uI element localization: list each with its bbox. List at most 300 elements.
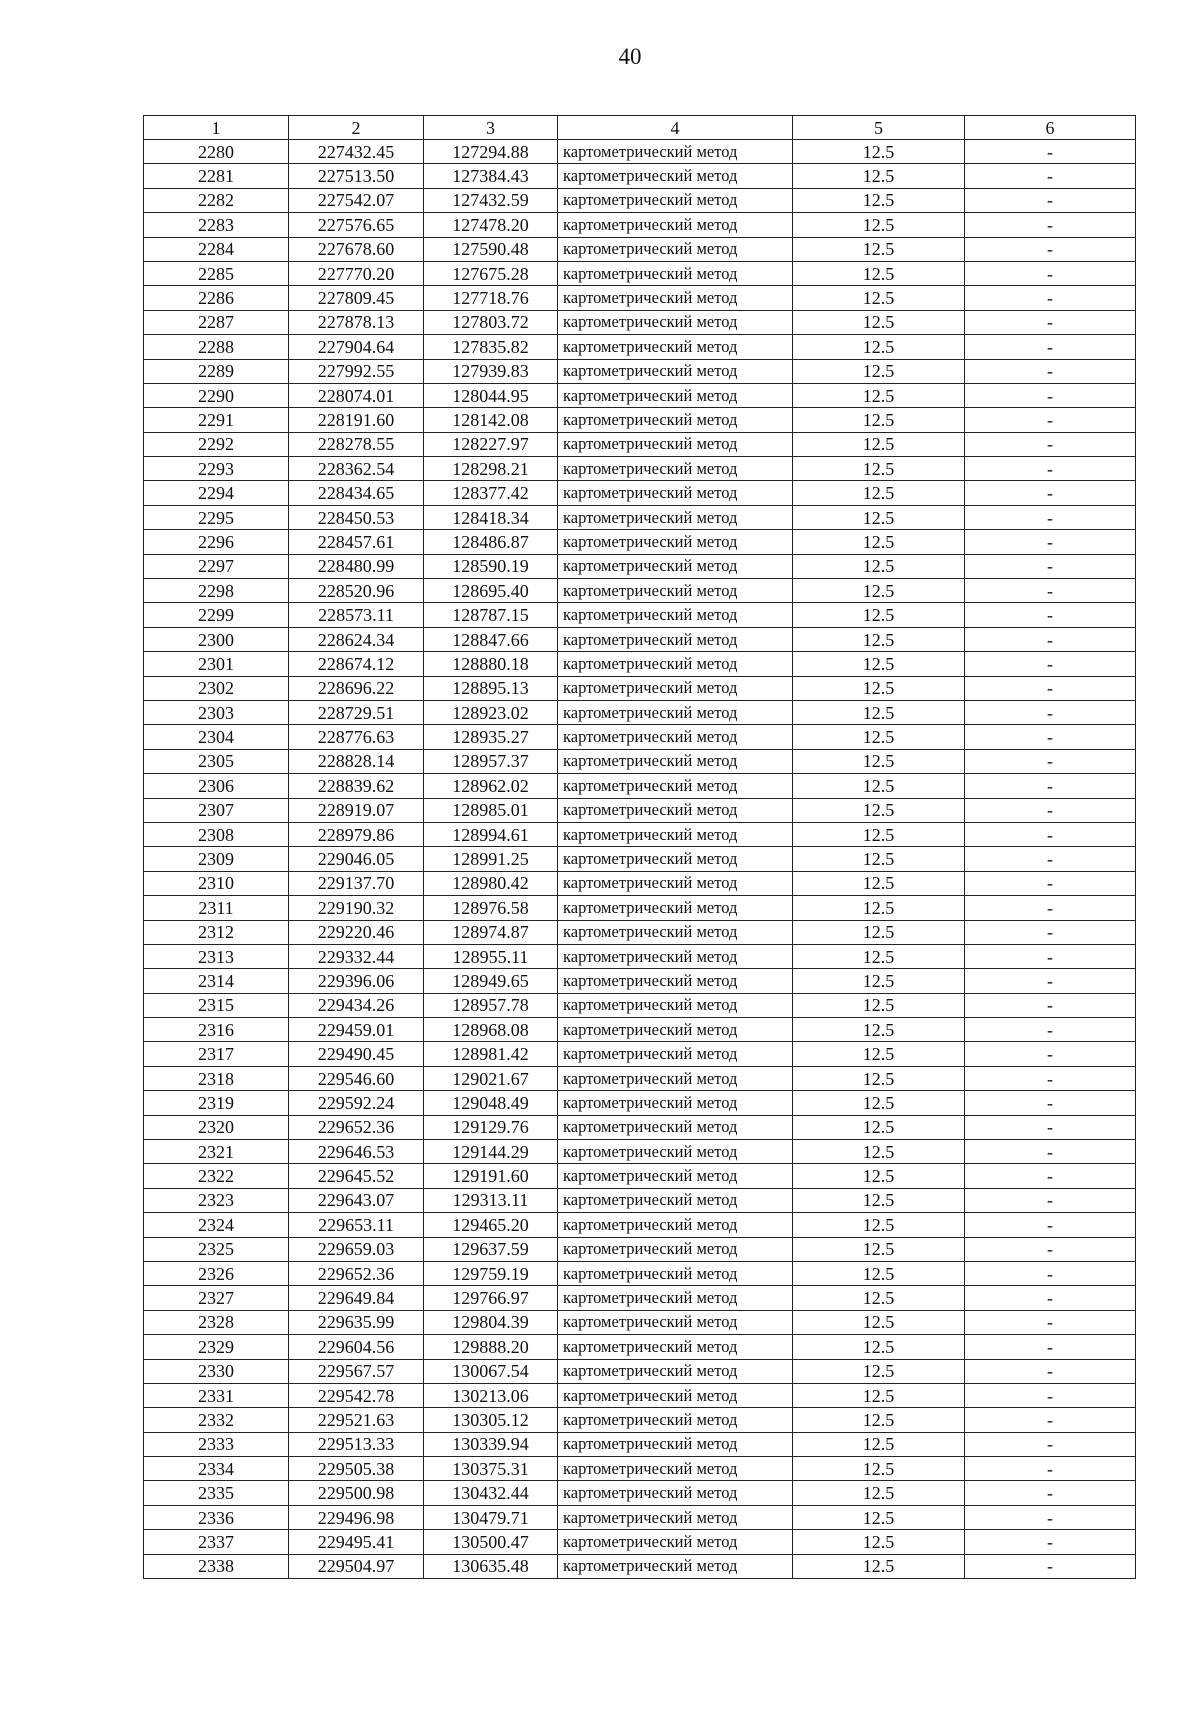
description-cell: - [965,579,1136,603]
column-header: 4 [558,116,793,140]
table-row [144,383,1136,407]
description-cell: - [965,1091,1136,1115]
x-coordinate-cell: 229652.36 [289,1115,424,1139]
method-cell: картометрический метод [558,1432,793,1456]
table-row [144,1213,1136,1237]
point-number-cell: 2285 [144,261,289,285]
accuracy-cell: 12.5 [793,652,965,676]
table-row [144,554,1136,578]
accuracy-cell: 12.5 [793,993,965,1017]
accuracy-cell: 12.5 [793,457,965,481]
accuracy-cell: 12.5 [793,261,965,285]
y-coordinate-cell: 129021.67 [424,1066,558,1090]
method-cell: картометрический метод [558,1359,793,1383]
y-coordinate-cell: 127835.82 [424,335,558,359]
accuracy-cell: 12.5 [793,1066,965,1090]
table-row [144,1237,1136,1261]
accuracy-cell: 12.5 [793,725,965,749]
description-cell: - [965,1383,1136,1407]
description-cell: - [965,920,1136,944]
accuracy-cell: 12.5 [793,1140,965,1164]
description-cell: - [965,457,1136,481]
point-number-cell: 2329 [144,1335,289,1359]
y-coordinate-cell: 128957.37 [424,749,558,773]
y-coordinate-cell: 129804.39 [424,1310,558,1334]
point-number-cell: 2310 [144,871,289,895]
accuracy-cell: 12.5 [793,749,965,773]
y-coordinate-cell: 128955.11 [424,944,558,968]
method-cell: картометрический метод [558,1554,793,1578]
point-number-cell: 2338 [144,1554,289,1578]
accuracy-cell: 12.5 [793,579,965,603]
y-coordinate-cell: 128787.15 [424,603,558,627]
method-cell: картометрический метод [558,993,793,1017]
point-number-cell: 2334 [144,1457,289,1481]
method-cell: картометрический метод [558,725,793,749]
point-number-cell: 2313 [144,944,289,968]
table-row [144,993,1136,1017]
method-cell: картометрический метод [558,554,793,578]
table-row [144,920,1136,944]
method-cell: картометрический метод [558,1018,793,1042]
method-cell: картометрический метод [558,432,793,456]
accuracy-cell: 12.5 [793,505,965,529]
x-coordinate-cell: 229646.53 [289,1140,424,1164]
method-cell: картометрический метод [558,261,793,285]
point-number-cell: 2324 [144,1213,289,1237]
table-row [144,969,1136,993]
table-row [144,871,1136,895]
y-coordinate-cell: 128847.66 [424,627,558,651]
accuracy-cell: 12.5 [793,1432,965,1456]
table-row [144,261,1136,285]
method-cell: картометрический метод [558,1042,793,1066]
point-number-cell: 2300 [144,627,289,651]
description-cell: - [965,359,1136,383]
method-cell: картометрический метод [558,896,793,920]
y-coordinate-cell: 127939.83 [424,359,558,383]
column-header: 5 [793,116,965,140]
point-number-cell: 2296 [144,530,289,554]
y-coordinate-cell: 128298.21 [424,457,558,481]
table-row [144,505,1136,529]
method-cell: картометрический метод [558,1164,793,1188]
table-row [144,1286,1136,1310]
x-coordinate-cell: 229490.45 [289,1042,424,1066]
description-cell: - [965,1286,1136,1310]
table-row [144,1188,1136,1212]
method-cell: картометрический метод [558,1286,793,1310]
point-number-cell: 2333 [144,1432,289,1456]
y-coordinate-cell: 128418.34 [424,505,558,529]
accuracy-cell: 12.5 [793,310,965,334]
point-number-cell: 2301 [144,652,289,676]
accuracy-cell: 12.5 [793,1188,965,1212]
method-cell: картометрический метод [558,1383,793,1407]
x-coordinate-cell: 228979.86 [289,822,424,846]
x-coordinate-cell: 227678.60 [289,237,424,261]
method-cell: картометрический метод [558,1237,793,1261]
description-cell: - [965,1042,1136,1066]
table-row [144,1530,1136,1554]
x-coordinate-cell: 229500.98 [289,1481,424,1505]
point-number-cell: 2284 [144,237,289,261]
x-coordinate-cell: 228191.60 [289,408,424,432]
accuracy-cell: 12.5 [793,1213,965,1237]
y-coordinate-cell: 130305.12 [424,1408,558,1432]
page-number: 40 [618,44,642,69]
x-coordinate-cell: 229513.33 [289,1432,424,1456]
description-cell: - [965,1115,1136,1139]
x-coordinate-cell: 228074.01 [289,383,424,407]
x-coordinate-cell: 228919.07 [289,798,424,822]
description-cell: - [965,140,1136,164]
accuracy-cell: 12.5 [793,1310,965,1334]
method-cell: картометрический метод [558,652,793,676]
x-coordinate-cell: 229592.24 [289,1091,424,1115]
description-cell: - [965,847,1136,871]
method-cell: картометрический метод [558,383,793,407]
table-row [144,432,1136,456]
table-row [144,1310,1136,1334]
point-number-cell: 2302 [144,676,289,700]
description-cell: - [965,1018,1136,1042]
table-row [144,1408,1136,1432]
description-cell: - [965,871,1136,895]
method-cell: картометрический метод [558,286,793,310]
point-number-cell: 2287 [144,310,289,334]
table-row [144,603,1136,627]
y-coordinate-cell: 127718.76 [424,286,558,310]
accuracy-cell: 12.5 [793,1042,965,1066]
method-cell: картометрический метод [558,603,793,627]
table-row [144,1066,1136,1090]
column-header: 3 [424,116,558,140]
y-coordinate-cell: 130375.31 [424,1457,558,1481]
description-cell: - [965,530,1136,554]
point-number-cell: 2312 [144,920,289,944]
point-number-cell: 2305 [144,749,289,773]
y-coordinate-cell: 128142.08 [424,408,558,432]
accuracy-cell: 12.5 [793,1115,965,1139]
description-cell: - [965,700,1136,724]
method-cell: картометрический метод [558,457,793,481]
table-row [144,579,1136,603]
description-cell: - [965,749,1136,773]
accuracy-cell: 12.5 [793,286,965,310]
method-cell: картометрический метод [558,676,793,700]
y-coordinate-cell: 128695.40 [424,579,558,603]
method-cell: картометрический метод [558,920,793,944]
table-row [144,627,1136,651]
x-coordinate-cell: 229542.78 [289,1383,424,1407]
description-cell: - [965,603,1136,627]
y-coordinate-cell: 129191.60 [424,1164,558,1188]
y-coordinate-cell: 129048.49 [424,1091,558,1115]
description-cell: - [965,188,1136,212]
method-cell: картометрический метод [558,1091,793,1115]
y-coordinate-cell: 128227.97 [424,432,558,456]
table-row [144,896,1136,920]
method-cell: картометрический метод [558,822,793,846]
description-cell: - [965,1505,1136,1529]
point-number-cell: 2337 [144,1530,289,1554]
x-coordinate-cell: 227542.07 [289,188,424,212]
accuracy-cell: 12.5 [793,896,965,920]
method-cell: картометрический метод [558,505,793,529]
description-cell: - [965,554,1136,578]
accuracy-cell: 12.5 [793,1335,965,1359]
y-coordinate-cell: 130067.54 [424,1359,558,1383]
description-cell: - [965,774,1136,798]
point-number-cell: 2281 [144,164,289,188]
x-coordinate-cell: 227992.55 [289,359,424,383]
description-cell: - [965,652,1136,676]
accuracy-cell: 12.5 [793,359,965,383]
table-row [144,822,1136,846]
y-coordinate-cell: 128981.42 [424,1042,558,1066]
description-cell: - [965,505,1136,529]
description-cell: - [965,408,1136,432]
point-number-cell: 2294 [144,481,289,505]
x-coordinate-cell: 227576.65 [289,213,424,237]
x-coordinate-cell: 229190.32 [289,896,424,920]
x-coordinate-cell: 228450.53 [289,505,424,529]
y-coordinate-cell: 128994.61 [424,822,558,846]
method-cell: картометрический метод [558,164,793,188]
table-body [144,140,1136,1579]
table-row [144,700,1136,724]
accuracy-cell: 12.5 [793,1359,965,1383]
point-number-cell: 2307 [144,798,289,822]
x-coordinate-cell: 229643.07 [289,1188,424,1212]
method-cell: картометрический метод [558,1481,793,1505]
accuracy-cell: 12.5 [793,140,965,164]
point-number-cell: 2315 [144,993,289,1017]
x-coordinate-cell: 228362.54 [289,457,424,481]
accuracy-cell: 12.5 [793,822,965,846]
description-cell: - [965,481,1136,505]
column-header: 1 [144,116,289,140]
x-coordinate-cell: 228573.11 [289,603,424,627]
description-cell: - [965,1188,1136,1212]
accuracy-cell: 12.5 [793,798,965,822]
method-cell: картометрический метод [558,1505,793,1529]
table-row [144,457,1136,481]
point-number-cell: 2311 [144,896,289,920]
table-row [144,1554,1136,1578]
point-number-cell: 2332 [144,1408,289,1432]
table-row [144,1042,1136,1066]
accuracy-cell: 12.5 [793,627,965,651]
accuracy-cell: 12.5 [793,871,965,895]
x-coordinate-cell: 227432.45 [289,140,424,164]
method-cell: картометрический метод [558,774,793,798]
accuracy-cell: 12.5 [793,1164,965,1188]
accuracy-cell: 12.5 [793,383,965,407]
table-row [144,1457,1136,1481]
y-coordinate-cell: 129313.11 [424,1188,558,1212]
table-row [144,237,1136,261]
x-coordinate-cell: 228457.61 [289,530,424,554]
table-row [144,1261,1136,1285]
y-coordinate-cell: 128991.25 [424,847,558,871]
table-row [144,481,1136,505]
table-row [144,140,1136,164]
point-number-cell: 2282 [144,188,289,212]
description-cell: - [965,944,1136,968]
method-cell: картометрический метод [558,1140,793,1164]
accuracy-cell: 12.5 [793,969,965,993]
description-cell: - [965,213,1136,237]
y-coordinate-cell: 129144.29 [424,1140,558,1164]
method-cell: картометрический метод [558,1530,793,1554]
table-row [144,188,1136,212]
description-cell: - [965,725,1136,749]
description-cell: - [965,1140,1136,1164]
x-coordinate-cell: 227513.50 [289,164,424,188]
x-coordinate-cell: 229659.03 [289,1237,424,1261]
accuracy-cell: 12.5 [793,774,965,798]
point-number-cell: 2314 [144,969,289,993]
x-coordinate-cell: 229546.60 [289,1066,424,1090]
accuracy-cell: 12.5 [793,408,965,432]
table-row [144,359,1136,383]
table-row [144,749,1136,773]
point-number-cell: 2316 [144,1018,289,1042]
y-coordinate-cell: 128962.02 [424,774,558,798]
y-coordinate-cell: 129759.19 [424,1261,558,1285]
method-cell: картометрический метод [558,1457,793,1481]
point-number-cell: 2330 [144,1359,289,1383]
x-coordinate-cell: 229496.98 [289,1505,424,1529]
y-coordinate-cell: 130635.48 [424,1554,558,1578]
description-cell: - [965,627,1136,651]
accuracy-cell: 12.5 [793,188,965,212]
y-coordinate-cell: 129637.59 [424,1237,558,1261]
point-number-cell: 2306 [144,774,289,798]
point-number-cell: 2325 [144,1237,289,1261]
point-number-cell: 2308 [144,822,289,846]
x-coordinate-cell: 228480.99 [289,554,424,578]
y-coordinate-cell: 130432.44 [424,1481,558,1505]
table-row [144,1115,1136,1139]
description-cell: - [965,383,1136,407]
accuracy-cell: 12.5 [793,432,965,456]
table-row [144,944,1136,968]
description-cell: - [965,164,1136,188]
column-header: 6 [965,116,1136,140]
coordinates-table [143,115,1136,1579]
point-number-cell: 2299 [144,603,289,627]
accuracy-cell: 12.5 [793,1237,965,1261]
description-cell: - [965,1066,1136,1090]
description-cell: - [965,798,1136,822]
point-number-cell: 2331 [144,1383,289,1407]
accuracy-cell: 12.5 [793,213,965,237]
method-cell: картометрический метод [558,359,793,383]
x-coordinate-cell: 228674.12 [289,652,424,676]
point-number-cell: 2320 [144,1115,289,1139]
method-cell: картометрический метод [558,1066,793,1090]
x-coordinate-cell: 229567.57 [289,1359,424,1383]
x-coordinate-cell: 228729.51 [289,700,424,724]
description-cell: - [965,1481,1136,1505]
description-cell: - [965,1164,1136,1188]
method-cell: картометрический метод [558,700,793,724]
accuracy-cell: 12.5 [793,1091,965,1115]
x-coordinate-cell: 228520.96 [289,579,424,603]
table-row [144,1164,1136,1188]
x-coordinate-cell: 229645.52 [289,1164,424,1188]
x-coordinate-cell: 229046.05 [289,847,424,871]
table-row [144,798,1136,822]
x-coordinate-cell: 227878.13 [289,310,424,334]
y-coordinate-cell: 128976.58 [424,896,558,920]
method-cell: картометрический метод [558,749,793,773]
method-cell: картометрический метод [558,310,793,334]
description-cell: - [965,1408,1136,1432]
point-number-cell: 2291 [144,408,289,432]
table-row [144,335,1136,359]
description-cell: - [965,310,1136,334]
point-number-cell: 2295 [144,505,289,529]
point-number-cell: 2293 [144,457,289,481]
point-number-cell: 2327 [144,1286,289,1310]
accuracy-cell: 12.5 [793,1383,965,1407]
method-cell: картометрический метод [558,1335,793,1359]
y-coordinate-cell: 127432.59 [424,188,558,212]
y-coordinate-cell: 128486.87 [424,530,558,554]
x-coordinate-cell: 229604.56 [289,1335,424,1359]
description-cell: - [965,896,1136,920]
y-coordinate-cell: 128985.01 [424,798,558,822]
accuracy-cell: 12.5 [793,554,965,578]
y-coordinate-cell: 128590.19 [424,554,558,578]
accuracy-cell: 12.5 [793,1505,965,1529]
point-number-cell: 2286 [144,286,289,310]
x-coordinate-cell: 228828.14 [289,749,424,773]
x-coordinate-cell: 229504.97 [289,1554,424,1578]
y-coordinate-cell: 130479.71 [424,1505,558,1529]
method-cell: картометрический метод [558,213,793,237]
table-row [144,408,1136,432]
accuracy-cell: 12.5 [793,1261,965,1285]
table-row [144,1091,1136,1115]
accuracy-cell: 12.5 [793,1481,965,1505]
accuracy-cell: 12.5 [793,1530,965,1554]
point-number-cell: 2289 [144,359,289,383]
method-cell: картометрический метод [558,1408,793,1432]
y-coordinate-cell: 127294.88 [424,140,558,164]
y-coordinate-cell: 130500.47 [424,1530,558,1554]
point-number-cell: 2298 [144,579,289,603]
method-cell: картометрический метод [558,530,793,554]
y-coordinate-cell: 129888.20 [424,1335,558,1359]
point-number-cell: 2290 [144,383,289,407]
table-row [144,676,1136,700]
x-coordinate-cell: 229459.01 [289,1018,424,1042]
method-cell: картометрический метод [558,969,793,993]
table-row [144,310,1136,334]
y-coordinate-cell: 128968.08 [424,1018,558,1042]
x-coordinate-cell: 229220.46 [289,920,424,944]
x-coordinate-cell: 229649.84 [289,1286,424,1310]
point-number-cell: 2292 [144,432,289,456]
table-row [144,1383,1136,1407]
method-cell: картометрический метод [558,1188,793,1212]
y-coordinate-cell: 127478.20 [424,213,558,237]
